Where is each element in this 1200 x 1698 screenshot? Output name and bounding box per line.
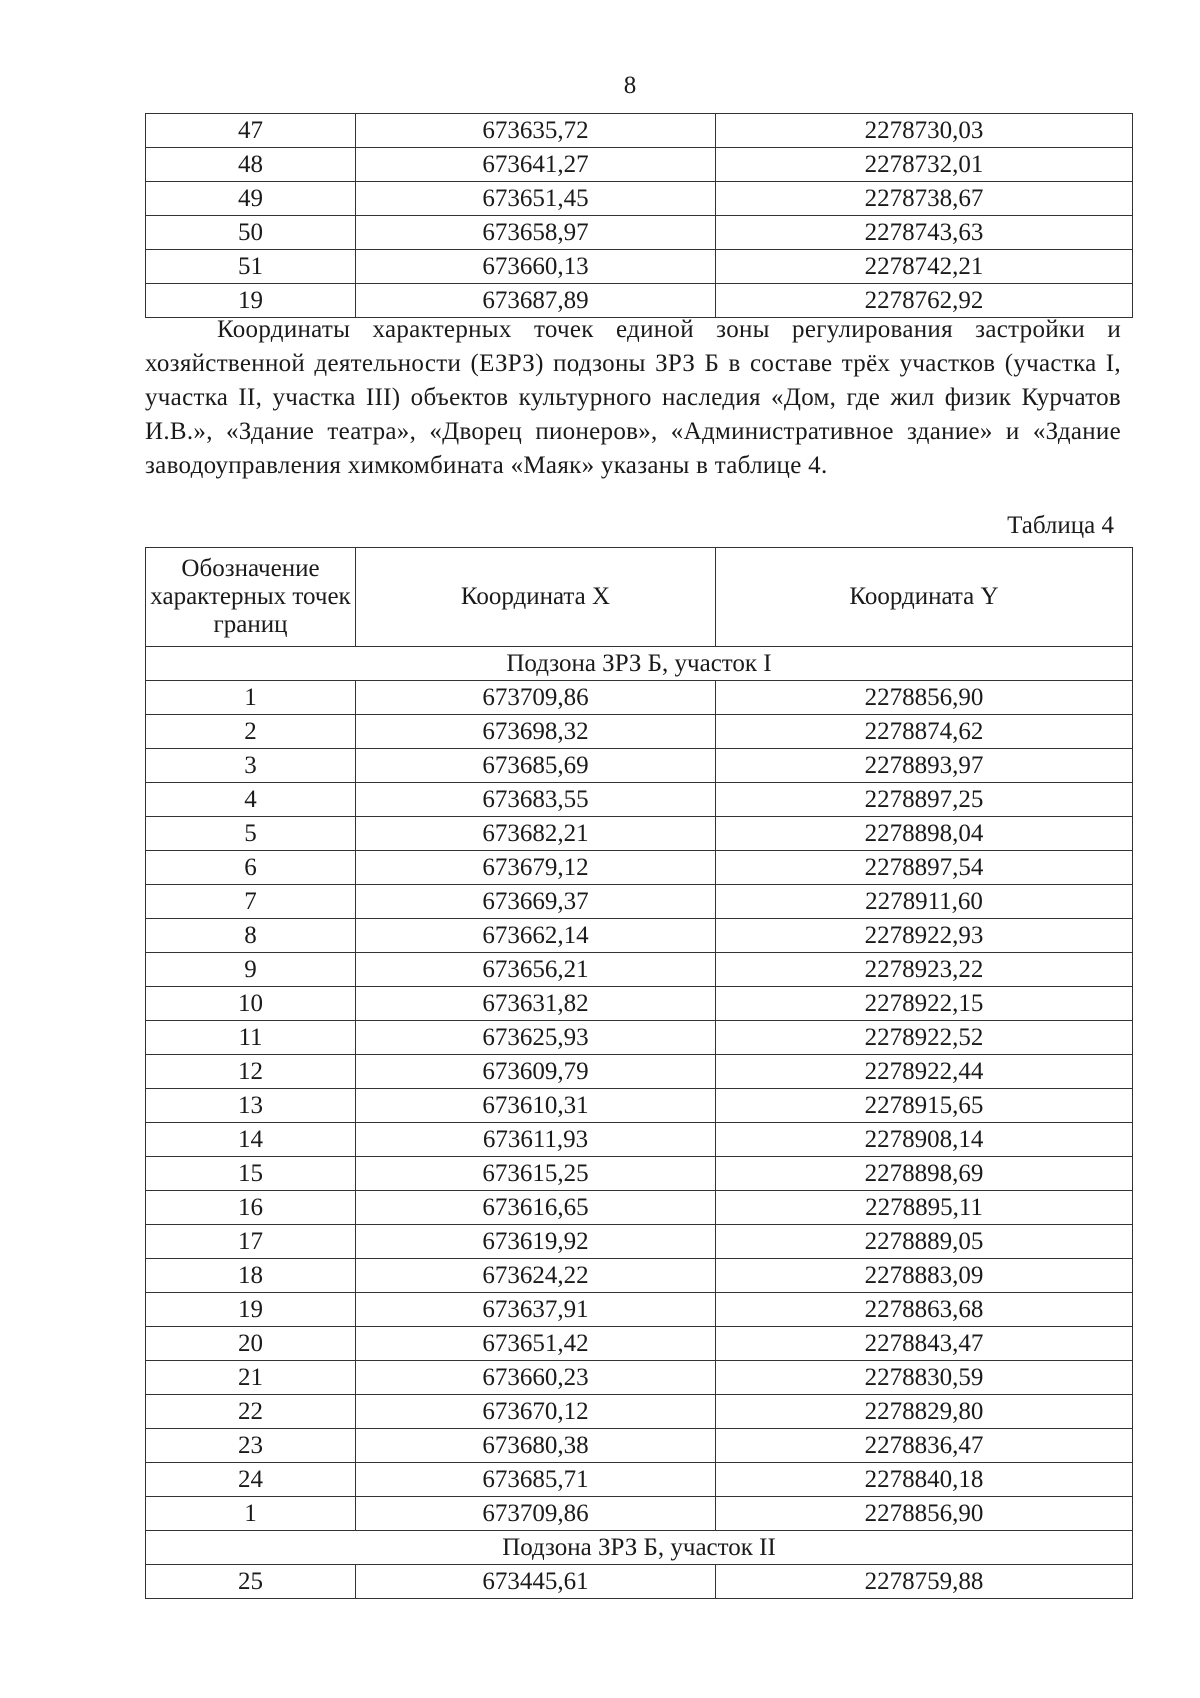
point-number-cell: 18 bbox=[146, 1259, 356, 1293]
table-row bbox=[146, 1123, 1133, 1157]
table-row bbox=[146, 216, 1133, 250]
table-row bbox=[146, 1497, 1133, 1531]
table-row bbox=[146, 1021, 1133, 1055]
section-title: Подзона ЗРЗ Б, участок II bbox=[146, 1531, 1133, 1565]
table-row bbox=[146, 250, 1133, 284]
section-row bbox=[146, 1531, 1133, 1565]
coordinate-y-cell: 2278762,92 bbox=[716, 284, 1133, 318]
point-number-cell: 48 bbox=[146, 148, 356, 182]
point-number-cell: 49 bbox=[146, 182, 356, 216]
coordinate-y-cell: 2278908,14 bbox=[716, 1123, 1133, 1157]
coordinate-x-cell: 673637,91 bbox=[356, 1293, 716, 1327]
point-number-cell: 23 bbox=[146, 1429, 356, 1463]
table-row bbox=[146, 1225, 1133, 1259]
point-number-cell: 12 bbox=[146, 1055, 356, 1089]
coordinate-y-cell: 2278923,22 bbox=[716, 953, 1133, 987]
table-row bbox=[146, 1157, 1133, 1191]
coordinate-x-cell: 673611,93 bbox=[356, 1123, 716, 1157]
point-number-cell: 1 bbox=[146, 1497, 356, 1531]
coordinate-y-cell: 2278922,52 bbox=[716, 1021, 1133, 1055]
table-row bbox=[146, 851, 1133, 885]
point-number-cell: 47 bbox=[146, 114, 356, 148]
coordinate-y-cell: 2278830,59 bbox=[716, 1361, 1133, 1395]
coordinate-y-cell: 2278895,11 bbox=[716, 1191, 1133, 1225]
coordinate-x-cell: 673669,37 bbox=[356, 885, 716, 919]
coordinates-table-4-body bbox=[146, 647, 1133, 1599]
point-number-cell: 51 bbox=[146, 250, 356, 284]
table-row bbox=[146, 783, 1133, 817]
coordinate-y-cell: 2278732,01 bbox=[716, 148, 1133, 182]
coordinate-x-cell: 673635,72 bbox=[356, 114, 716, 148]
coordinate-y-cell: 2278911,60 bbox=[716, 885, 1133, 919]
coordinate-y-cell: 2278759,88 bbox=[716, 1565, 1133, 1599]
coordinate-x-cell: 673624,22 bbox=[356, 1259, 716, 1293]
point-number-cell: 8 bbox=[146, 919, 356, 953]
coordinate-x-cell: 673651,42 bbox=[356, 1327, 716, 1361]
coordinate-x-cell: 673651,45 bbox=[356, 182, 716, 216]
table-row bbox=[146, 1259, 1133, 1293]
coordinate-y-cell: 2278743,63 bbox=[716, 216, 1133, 250]
coordinate-x-cell: 673619,92 bbox=[356, 1225, 716, 1259]
table-row bbox=[146, 1293, 1133, 1327]
coordinates-table-continued-body bbox=[146, 114, 1133, 318]
coordinate-x-cell: 673680,38 bbox=[356, 1429, 716, 1463]
table-row bbox=[146, 1395, 1133, 1429]
coordinate-x-cell: 673660,13 bbox=[356, 250, 716, 284]
table-row bbox=[146, 1191, 1133, 1225]
coordinate-y-cell: 2278843,47 bbox=[716, 1327, 1133, 1361]
table-header bbox=[146, 548, 1133, 647]
point-number-cell: 20 bbox=[146, 1327, 356, 1361]
coordinate-x-cell: 673685,71 bbox=[356, 1463, 716, 1497]
point-number-cell: 21 bbox=[146, 1361, 356, 1395]
coordinate-x-cell: 673609,79 bbox=[356, 1055, 716, 1089]
table-row bbox=[146, 1565, 1133, 1599]
header-coordinate-y: Координата Y bbox=[716, 548, 1133, 647]
header-coordinate-x: Координата X bbox=[356, 548, 716, 647]
coordinate-x-cell: 673679,12 bbox=[356, 851, 716, 885]
table-row bbox=[146, 749, 1133, 783]
point-number-cell: 1 bbox=[146, 681, 356, 715]
coordinate-y-cell: 2278922,44 bbox=[716, 1055, 1133, 1089]
header-point-designation: Обозначение характерных точек границ bbox=[146, 548, 356, 647]
table-row bbox=[146, 681, 1133, 715]
coordinate-x-cell: 673709,86 bbox=[356, 1497, 716, 1531]
table-row bbox=[146, 919, 1133, 953]
table-caption: Таблица 4 bbox=[1007, 512, 1114, 539]
coordinate-x-cell: 673683,55 bbox=[356, 783, 716, 817]
point-number-cell: 24 bbox=[146, 1463, 356, 1497]
coordinate-x-cell: 673658,97 bbox=[356, 216, 716, 250]
point-number-cell: 11 bbox=[146, 1021, 356, 1055]
coordinate-y-cell: 2278874,62 bbox=[716, 715, 1133, 749]
coordinate-x-cell: 673615,25 bbox=[356, 1157, 716, 1191]
point-number-cell: 17 bbox=[146, 1225, 356, 1259]
point-number-cell: 7 bbox=[146, 885, 356, 919]
coordinate-y-cell: 2278836,47 bbox=[716, 1429, 1133, 1463]
point-number-cell: 15 bbox=[146, 1157, 356, 1191]
section-title: Подзона ЗРЗ Б, участок I bbox=[146, 647, 1133, 681]
table-row bbox=[146, 114, 1133, 148]
point-number-cell: 6 bbox=[146, 851, 356, 885]
table-row bbox=[146, 1327, 1133, 1361]
coordinate-y-cell: 2278856,90 bbox=[716, 1497, 1133, 1531]
coordinate-y-cell: 2278742,21 bbox=[716, 250, 1133, 284]
point-number-cell: 19 bbox=[146, 284, 356, 318]
table-row bbox=[146, 182, 1133, 216]
table-row bbox=[146, 1361, 1133, 1395]
coordinate-x-cell: 673616,65 bbox=[356, 1191, 716, 1225]
coordinate-x-cell: 673625,93 bbox=[356, 1021, 716, 1055]
point-number-cell: 16 bbox=[146, 1191, 356, 1225]
point-number-cell: 14 bbox=[146, 1123, 356, 1157]
coordinate-x-cell: 673660,23 bbox=[356, 1361, 716, 1395]
coordinate-x-cell: 673709,86 bbox=[356, 681, 716, 715]
table-row bbox=[146, 715, 1133, 749]
table-row bbox=[146, 885, 1133, 919]
table-row bbox=[146, 953, 1133, 987]
coordinates-table-4 bbox=[145, 547, 1133, 1599]
point-number-cell: 5 bbox=[146, 817, 356, 851]
coordinate-y-cell: 2278893,97 bbox=[716, 749, 1133, 783]
table-row bbox=[146, 1055, 1133, 1089]
point-number-cell: 13 bbox=[146, 1089, 356, 1123]
table-row bbox=[146, 817, 1133, 851]
coordinate-x-cell: 673641,27 bbox=[356, 148, 716, 182]
coordinate-x-cell: 673685,69 bbox=[356, 749, 716, 783]
section-row bbox=[146, 647, 1133, 681]
table-row bbox=[146, 1089, 1133, 1123]
coordinate-y-cell: 2278883,09 bbox=[716, 1259, 1133, 1293]
table-row bbox=[146, 1429, 1133, 1463]
coordinate-x-cell: 673631,82 bbox=[356, 987, 716, 1021]
point-number-cell: 10 bbox=[146, 987, 356, 1021]
coordinate-y-cell: 2278738,67 bbox=[716, 182, 1133, 216]
coordinate-x-cell: 673698,32 bbox=[356, 715, 716, 749]
coordinate-y-cell: 2278898,04 bbox=[716, 817, 1133, 851]
coordinate-y-cell: 2278863,68 bbox=[716, 1293, 1133, 1327]
point-number-cell: 4 bbox=[146, 783, 356, 817]
coordinates-table-continued bbox=[145, 113, 1133, 318]
coordinate-y-cell: 2278840,18 bbox=[716, 1463, 1133, 1497]
page-number: 8 bbox=[623, 72, 637, 99]
point-number-cell: 50 bbox=[146, 216, 356, 250]
point-number-cell: 25 bbox=[146, 1565, 356, 1599]
coordinate-y-cell: 2278922,15 bbox=[716, 987, 1133, 1021]
coordinate-x-cell: 673610,31 bbox=[356, 1089, 716, 1123]
coordinate-y-cell: 2278856,90 bbox=[716, 681, 1133, 715]
body-paragraph: Координаты характерных точек единой зоны регулирования застройки и хозяйственной деятельности (ЕЗРЗ) подзоны ЗРЗ Б в составе трёх участков (участка I, участка II, участка III) объектов культурного наследия «Дом, где жил физик Курчатов И.В.», «Здание театра», «Дворец пионеров», «Административное здание» и «Здание заводоуправления химкомбината «Маяк» указаны в таблице 4. bbox=[145, 316, 1121, 479]
coordinate-y-cell: 2278889,05 bbox=[716, 1225, 1133, 1259]
coordinate-y-cell: 2278897,25 bbox=[716, 783, 1133, 817]
point-number-cell: 3 bbox=[146, 749, 356, 783]
coordinate-y-cell: 2278829,80 bbox=[716, 1395, 1133, 1429]
coordinate-x-cell: 673656,21 bbox=[356, 953, 716, 987]
table-row bbox=[146, 987, 1133, 1021]
point-number-cell: 22 bbox=[146, 1395, 356, 1429]
coordinate-y-cell: 2278922,93 bbox=[716, 919, 1133, 953]
point-number-cell: 2 bbox=[146, 715, 356, 749]
point-number-cell: 9 bbox=[146, 953, 356, 987]
coordinate-x-cell: 673670,12 bbox=[356, 1395, 716, 1429]
coordinate-y-cell: 2278898,69 bbox=[716, 1157, 1133, 1191]
coordinate-x-cell: 673682,21 bbox=[356, 817, 716, 851]
coordinate-y-cell: 2278730,03 bbox=[716, 114, 1133, 148]
coordinate-x-cell: 673662,14 bbox=[356, 919, 716, 953]
coordinate-y-cell: 2278915,65 bbox=[716, 1089, 1133, 1123]
coordinate-x-cell: 673445,61 bbox=[356, 1565, 716, 1599]
point-number-cell: 19 bbox=[146, 1293, 356, 1327]
coordinate-x-cell: 673687,89 bbox=[356, 284, 716, 318]
coordinate-y-cell: 2278897,54 bbox=[716, 851, 1133, 885]
table-row bbox=[146, 148, 1133, 182]
table-row bbox=[146, 1463, 1133, 1497]
